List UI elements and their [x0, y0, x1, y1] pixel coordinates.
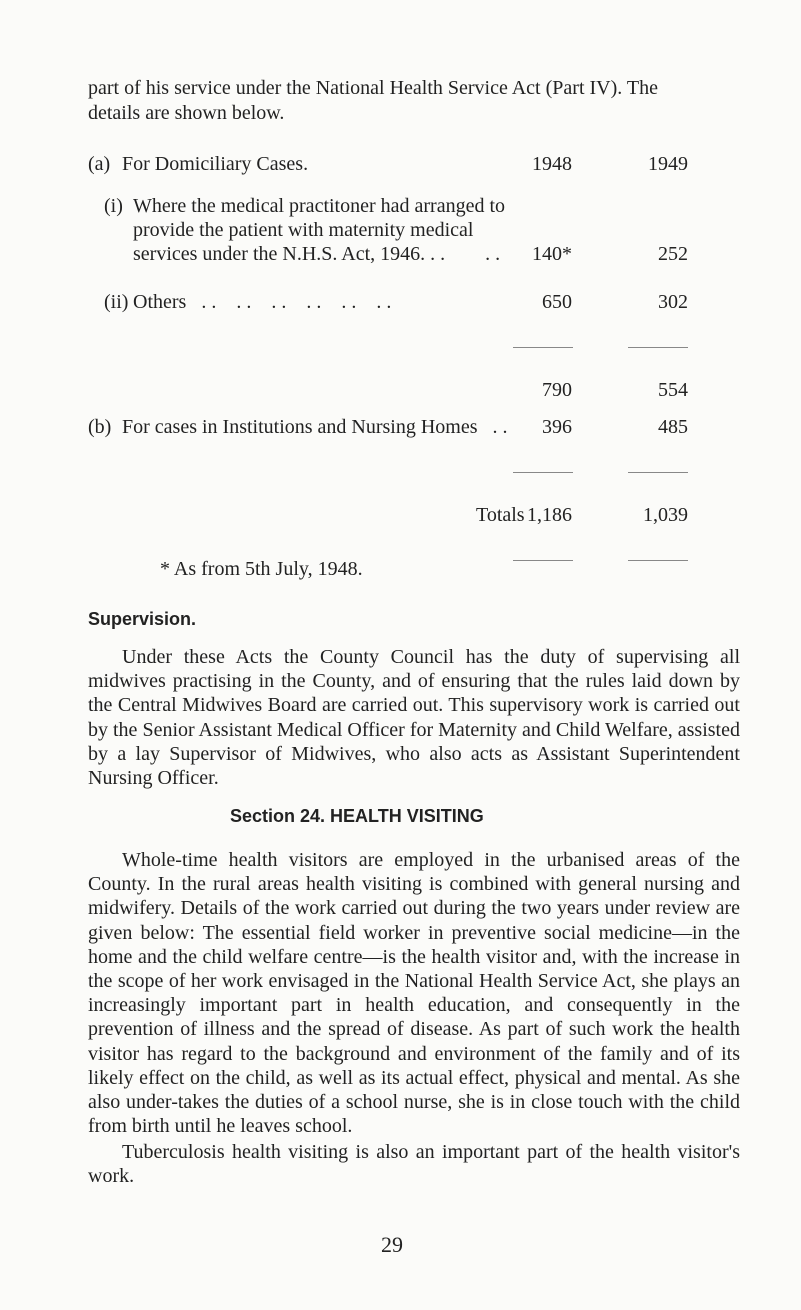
divider: [628, 472, 688, 473]
subtotal-1948: 790: [542, 379, 572, 401]
section-heading: Section 24. HEALTH VISITING: [230, 806, 484, 826]
year-1949-header: 1949: [648, 153, 688, 175]
footnote: * As from 5th July, 1948.: [160, 558, 363, 580]
supervision-heading: Supervision.: [88, 609, 197, 629]
row-b-1948: 396: [542, 416, 572, 438]
row-i-line-3: services under the N.H.S. Act, 1946. . . . .: [133, 243, 501, 265]
page-number: 29: [381, 1232, 403, 1257]
row-a-text: For Domiciliary Cases.: [122, 153, 309, 175]
row-i-1949: 252: [658, 243, 688, 265]
totals-1949: 1,039: [643, 504, 688, 526]
divider: [628, 560, 688, 561]
row-ii-1949: 302: [658, 291, 688, 313]
row-i-label: (i): [104, 195, 123, 217]
row-ii-1948: 650: [542, 291, 572, 313]
row-b-text: For cases in Institutions and Nursing Homes . .: [122, 416, 508, 438]
subtotal-1949: 554: [658, 379, 688, 401]
year-1948-header: 1948: [532, 153, 572, 175]
row-i-line-1: Where the medical practitoner had arranged to: [133, 195, 506, 217]
row-a-label: (a): [88, 153, 111, 175]
row-ii-text: Others . . . . . . . . . . . .: [133, 291, 392, 313]
row-ii-label: (ii): [104, 291, 129, 313]
row-b-1949: 485: [658, 416, 688, 438]
divider: [513, 347, 573, 348]
divider: [513, 560, 573, 561]
totals-1948: 1,186: [527, 504, 572, 526]
row-b-label: (b): [88, 416, 112, 438]
health-visiting-text-1: Whole-time health visitors are employed in the urbanised areas of the County. In the rural areas health visiting is combined with general nursing and midwifery. Details of the work carried out during the two years under review are given below: The essential field worker in preventive social medicine—in the home and the child welfare centre—is the health visitor and, with the increase in the scope of her work envisaged in the National Health Service Act, she plays an increasingly important part in health education, and consequently in the prevention of illness and the spread of disease. As part of such work the health visitor has regard to the background and environment of the family and of its likely effect on the child, as well as its actual effect, physical and mental. As she also under-takes the duties of a school nurse, she is in close touch with the child from birth until he leaves school.: [88, 849, 740, 1138]
row-i-line-2: provide the patient with maternity medical: [133, 219, 474, 241]
supervision-text: Under these Acts the County Council has the duty of supervising all midwives practising in the County, and of ensuring that the rules laid down by the Central Midwives Board are carried out. This supervisory work is carried out by the Senior Assistant Medical Officer for Maternity and Child Welfare, assisted by a lay Supervisor of Midwives, who also acts as Assistant Superintendent Nursing Officer.: [88, 646, 740, 790]
totals-label: Totals: [476, 504, 525, 526]
row-i-1948: 140*: [532, 243, 572, 265]
divider: [513, 472, 573, 473]
supervision-paragraph: [88, 645, 740, 790]
divider: [628, 347, 688, 348]
health-visiting-paragraph-1: [88, 848, 740, 1138]
intro-line-1: part of his service under the National Health Service Act (Part IV). The: [88, 77, 658, 99]
health-visiting-paragraph-2: [88, 1140, 740, 1188]
intro-line-2: details are shown below.: [88, 102, 285, 124]
health-visiting-text-2: Tuberculosis health visiting is also an important part of the health visitor's work.: [88, 1141, 740, 1188]
